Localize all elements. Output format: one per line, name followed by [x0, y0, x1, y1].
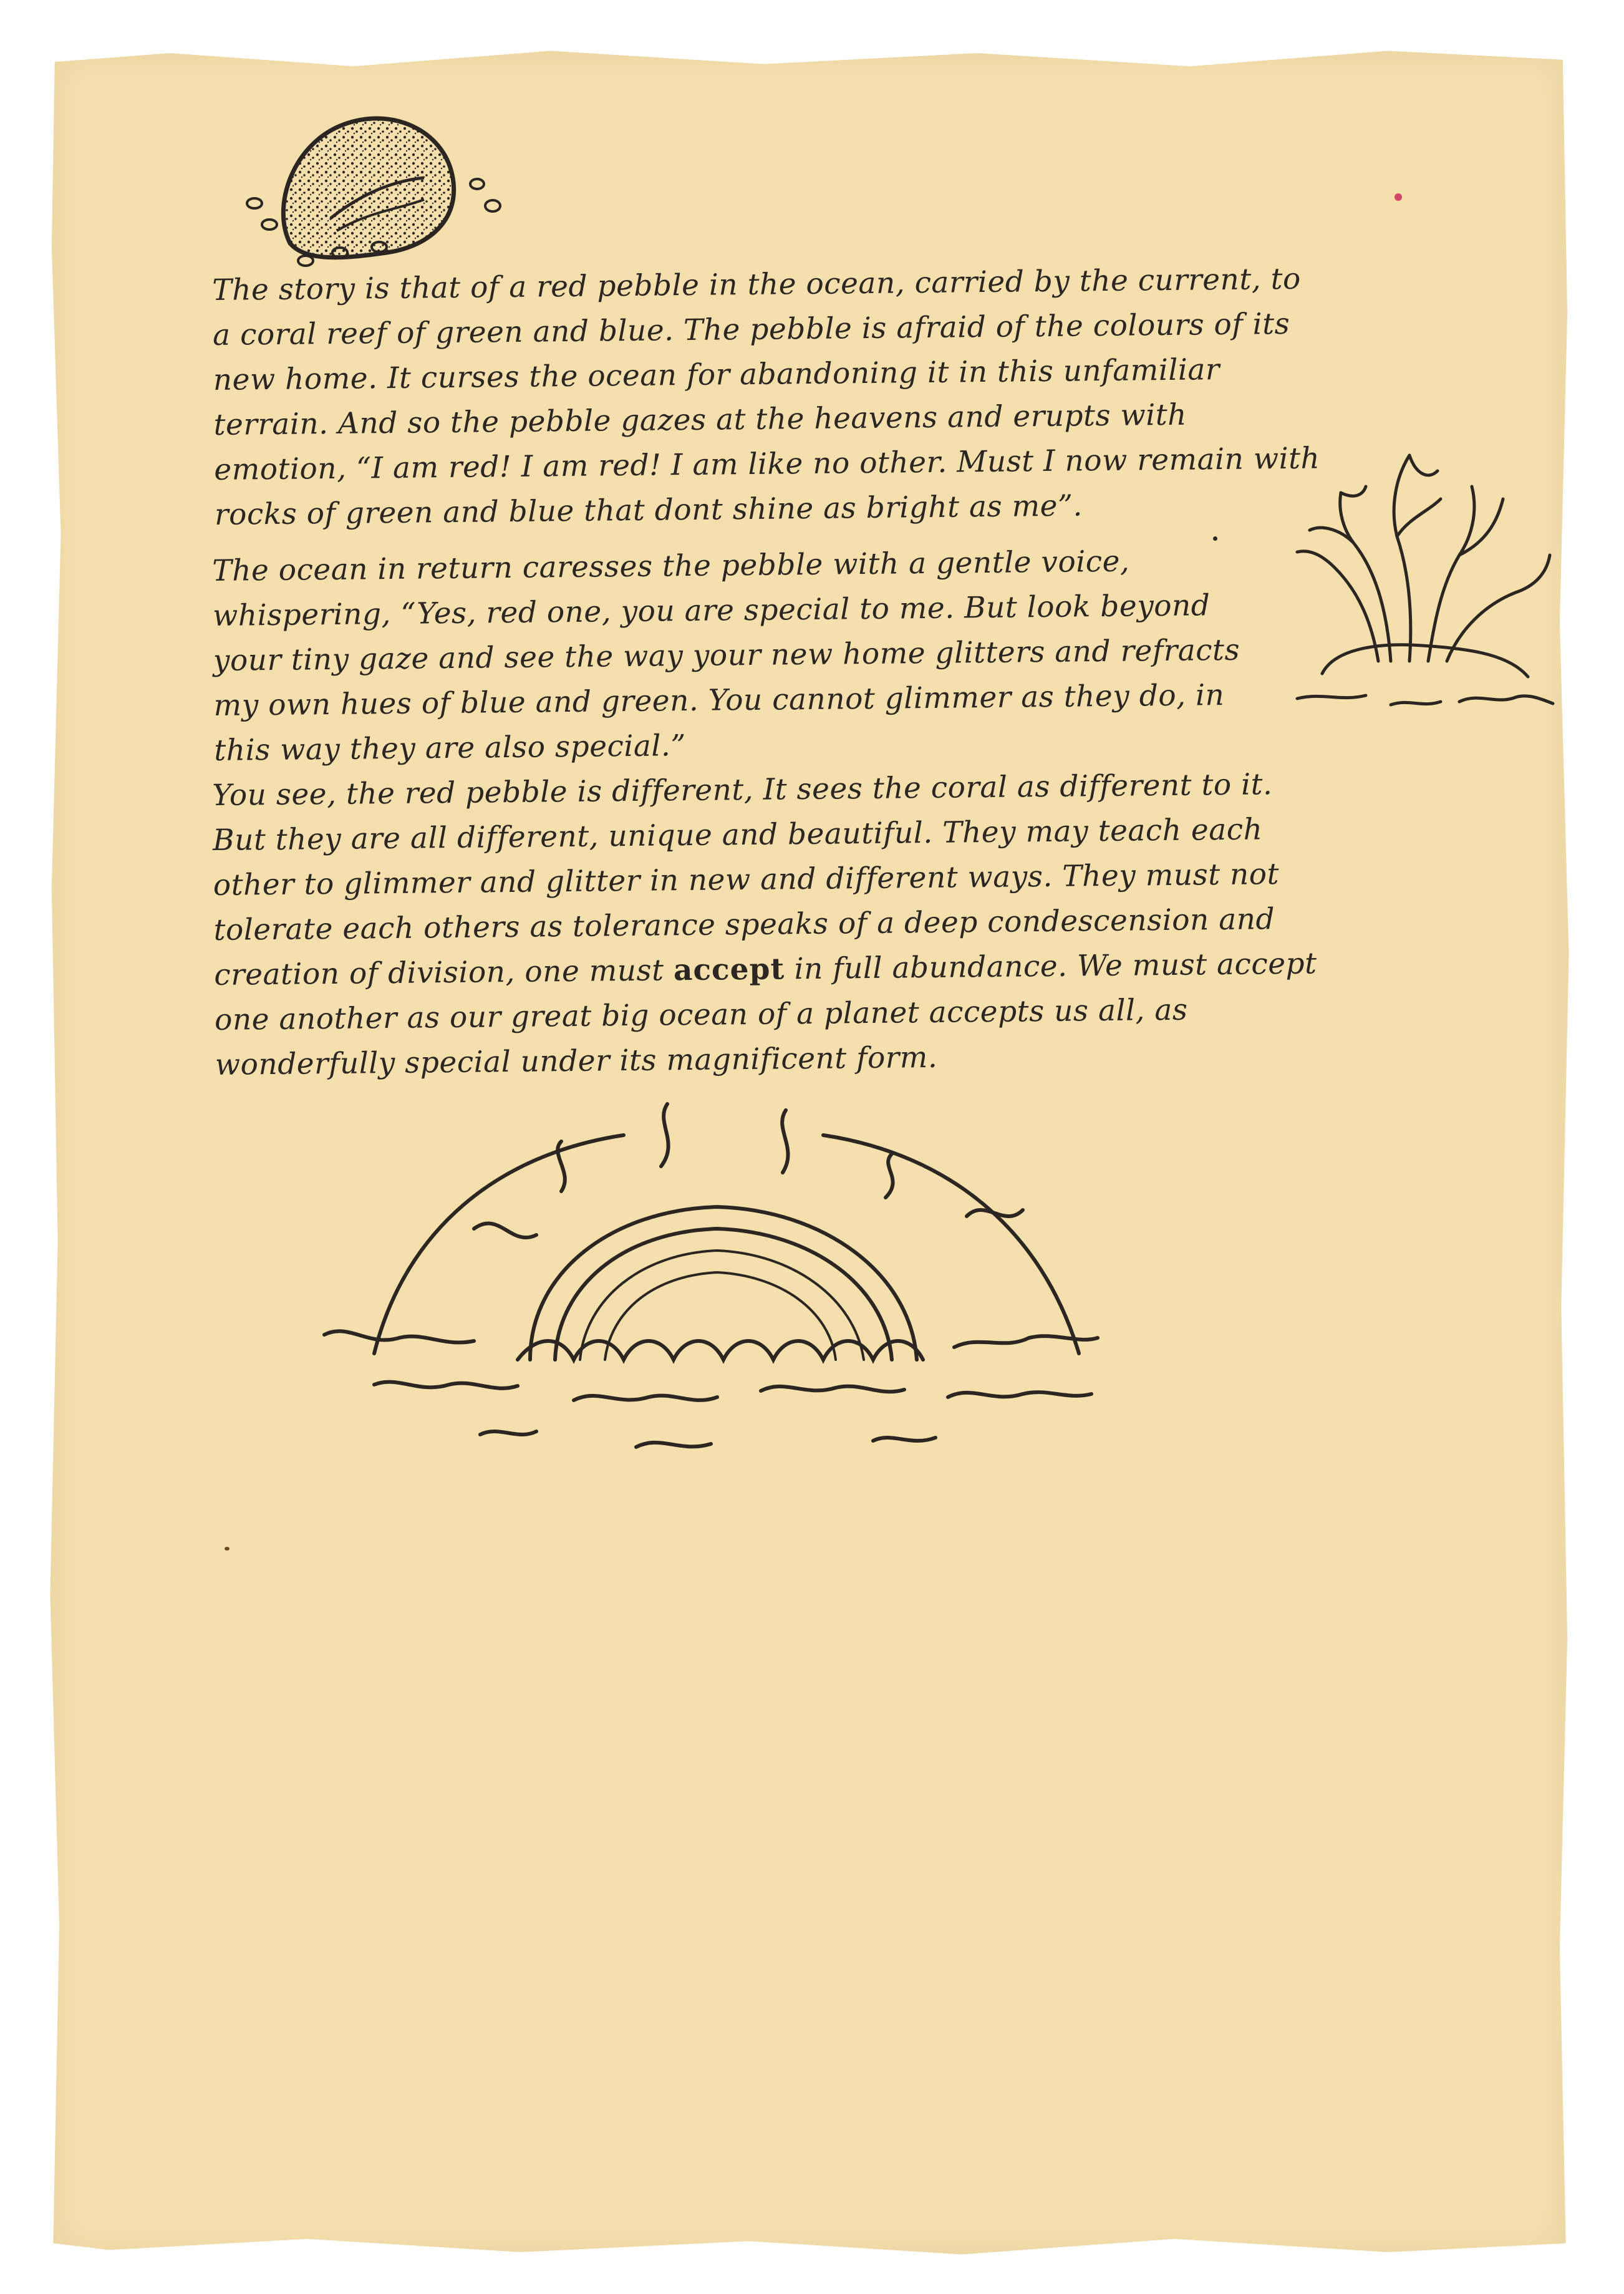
paragraph-3-end: in full abundance. We must accept one another as our great big ocean of a planet accepts us all, as wonderfully special under its magnificent form. — [214, 946, 1317, 1082]
paragraph-2-quote: “Yes, red one, you are special to me. But look beyond your tiny gaze and see the way your new home glitters and refracts my own hues of blue and green. You cannot glimmer as they do, in this way they are also special.” — [213, 588, 1240, 768]
ink-speck — [1213, 536, 1217, 541]
paragraph-2 — [212, 544, 1285, 773]
paragraph-3-emphasis: accept — [673, 952, 785, 988]
paragraph-3-start: You see, the red pebble is different, It sees the coral as different to it. But they are all different, unique and beautiful. They may teach each other to glimmer and glitter in new and different ways. They must not tolerate each others as tolerance speaks of a deep condescension and creation of division, one must — [212, 767, 1280, 992]
ink-speck — [225, 1547, 230, 1551]
paragraph-1 — [212, 261, 1322, 538]
paragraph-2-intro: The ocean in return caresses the pebble with a gentle voice, whispering, — [212, 544, 1130, 633]
pebble-drawing — [237, 100, 518, 287]
paragraph-1-quote: “I am red! I am red! I am like no other. Must I now remain with rocks of green and blue that dont shine as bright as me”. — [214, 441, 1320, 532]
coral-drawing — [1285, 437, 1559, 748]
ink-speck — [1394, 193, 1402, 201]
sunset-over-waves-drawing — [312, 1085, 1154, 1522]
paragraph-3 — [212, 767, 1322, 1088]
paragraph-1-text: The story is that of a red pebble in the ocean, carried by the current, to a coral reef of green and blue. The pebble is afraid of the colours of its new home. It curses the ocean for abandoning it in this unfamiliar terrain. And so the pebble gazes at the heavens and erupts with emotion, — [212, 261, 1302, 487]
